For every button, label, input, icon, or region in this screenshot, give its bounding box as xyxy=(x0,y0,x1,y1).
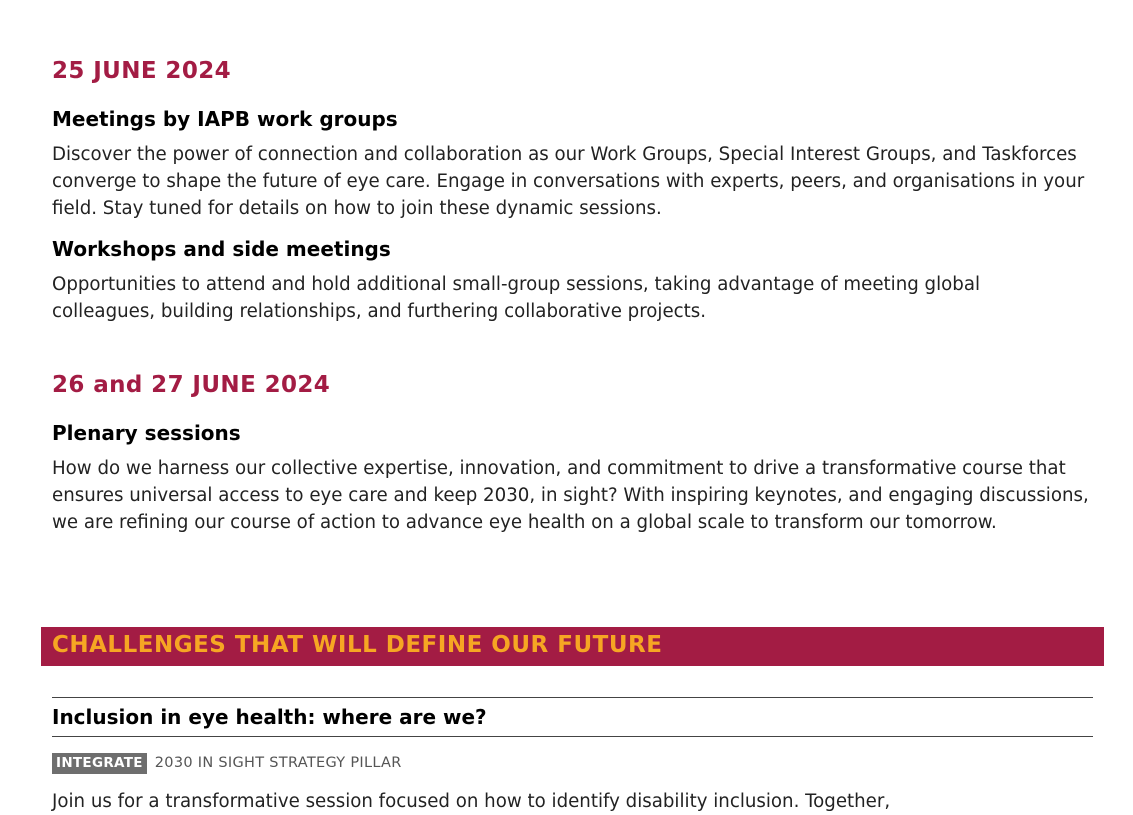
challenge-session-title: Inclusion in eye health: where are we? xyxy=(52,705,487,729)
workshops-description: Opportunities to attend and hold additional small-group sessions, taking advantage of meeting global colleagues, building relationships, and furthering collaborative projects. xyxy=(52,274,981,322)
banner-title: CHALLENGES THAT WILL DEFINE OUR FUTURE xyxy=(52,632,663,658)
challenge-description-partial: Join us for a transformative session focused on how to identify disability inclusion. Together, xyxy=(52,791,891,812)
heading-workshops-side-meetings: Workshops and side meetings xyxy=(52,237,391,261)
date-heading-25-june: 25 JUNE 2024 xyxy=(52,58,232,84)
work-group-meetings-description: Discover the power of connection and collaboration as our Work Groups, Special Interest Groups, and Taskforces converge to shape the future of eye care. Engage in conversations with experts, peers, and organisations in your field. Stay tuned for details on how to join these dynamic sessions. xyxy=(52,144,1085,219)
bottom-divider xyxy=(52,736,1093,737)
heading-plenary-sessions: Plenary sessions xyxy=(52,421,241,445)
plenary-sessions-description: How do we harness our collective expertise, innovation, and commitment to drive a transformative course that ensures universal access to eye care and keep 2030, in sight? With inspiring keynotes, and engaging discussions, we are refining our course of action to advance eye health on a global scale to transform our tomorrow. xyxy=(52,458,1089,533)
integrate-badge: INTEGRATE xyxy=(52,753,147,774)
section-banner xyxy=(41,627,1104,666)
heading-work-group-meetings: Meetings by IAPB work groups xyxy=(52,107,398,131)
top-divider xyxy=(52,697,1093,698)
strategy-pillar-row xyxy=(52,752,402,774)
date-heading-26-27-june: 26 and 27 JUNE 2024 xyxy=(52,372,331,398)
strategy-pillar-label: 2030 IN SIGHT STRATEGY PILLAR xyxy=(154,755,402,771)
